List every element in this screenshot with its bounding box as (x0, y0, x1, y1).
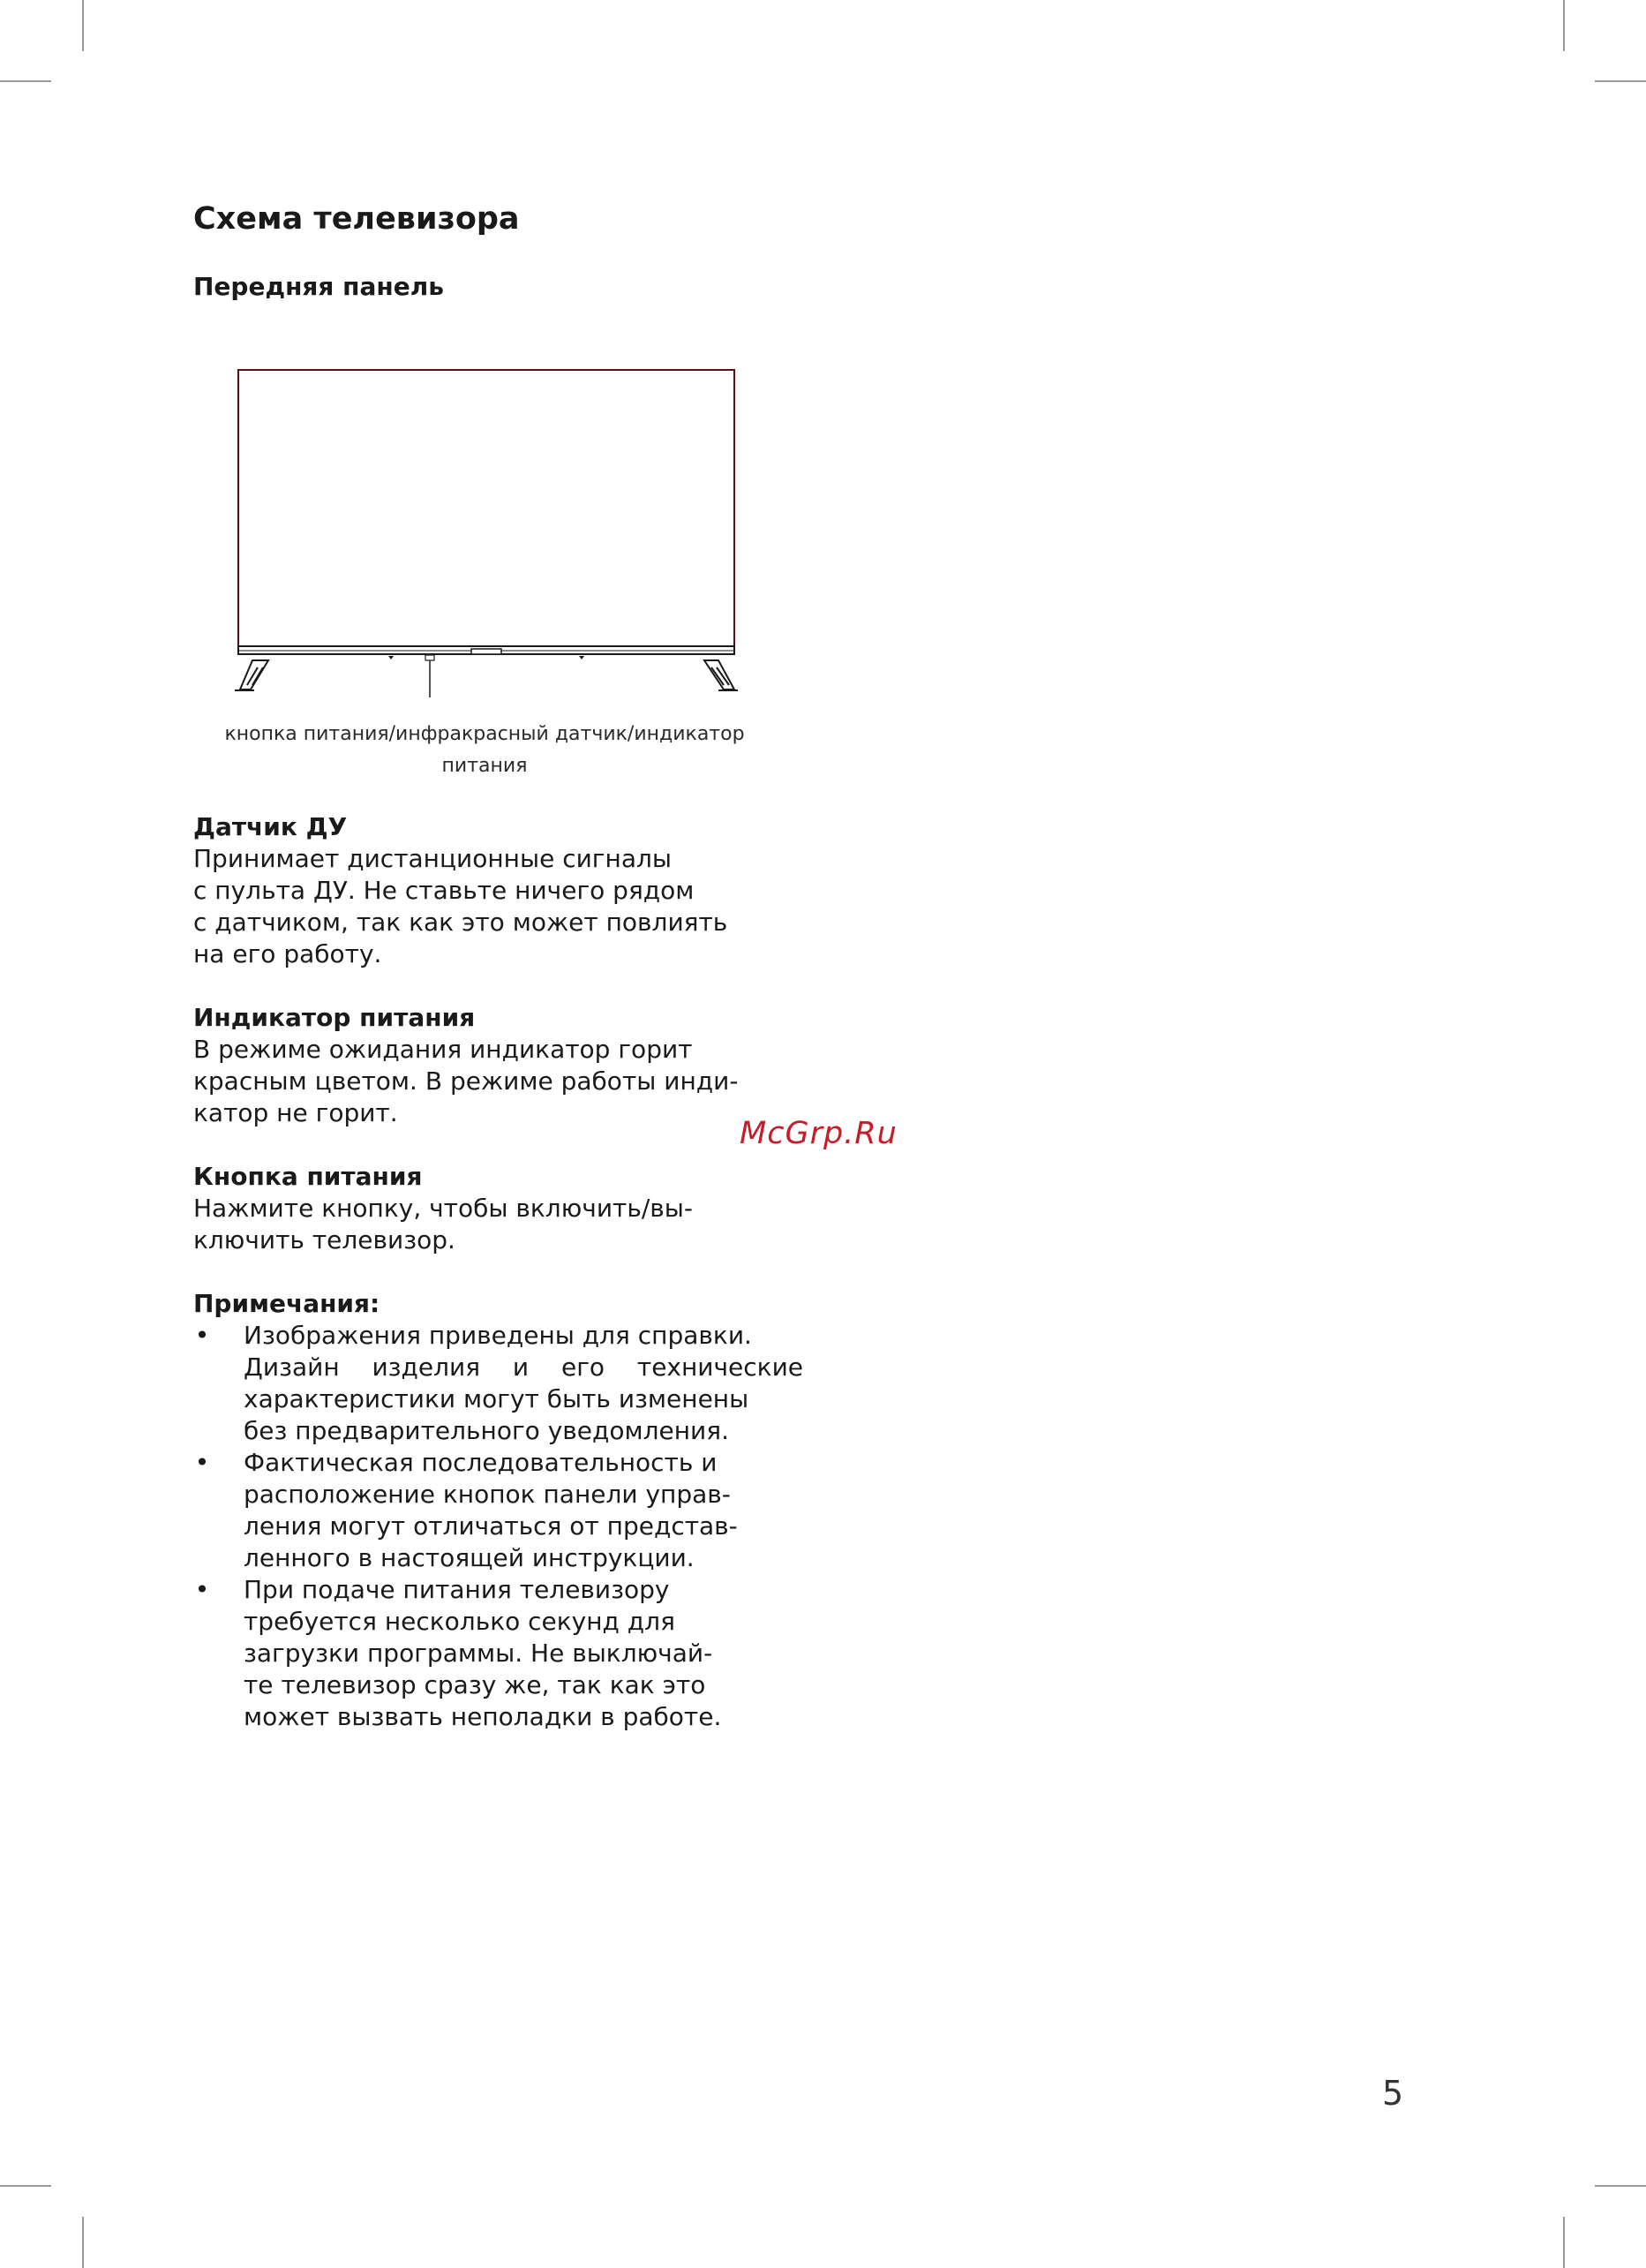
section-heading: Индикатор питания (193, 1003, 476, 1032)
bullet-icon: • (194, 1448, 210, 1477)
tv-logo-plate (471, 649, 501, 654)
section-power-indicator (193, 1002, 802, 1129)
crop-mark (1563, 0, 1565, 51)
list-item (193, 1320, 802, 1447)
note-line: требуется несколько секунд для (244, 1607, 675, 1636)
page-number: 5 (1382, 2074, 1404, 2113)
section-body (193, 1193, 802, 1256)
note-line: может вызвать неполадки в работе. (244, 1702, 722, 1731)
figure-caption (193, 719, 776, 782)
crop-mark (1595, 2185, 1646, 2187)
note-line: Фактическая последовательность и (244, 1448, 718, 1477)
list-item (193, 1574, 802, 1733)
section-heading: Датчик ДУ (193, 812, 348, 841)
note-line: без предварительного уведомления. (244, 1416, 729, 1445)
note-line: При подаче питания телевизору (244, 1575, 670, 1604)
section-power-button (193, 1161, 802, 1256)
bullet-icon: • (194, 1321, 210, 1350)
body-line: катор не горит. (193, 1098, 398, 1127)
power-ir-sensor-icon (425, 655, 434, 660)
body-line: В режиме ожидания индикатор горит (193, 1035, 693, 1064)
notes-section (193, 1288, 802, 1733)
crop-mark (82, 2217, 84, 2268)
body-line: Принимает дистанционные сигналы (193, 844, 672, 873)
watermark-text: McGrp.Ru (740, 1116, 898, 1151)
tv-front-panel-diagram (228, 362, 757, 697)
section-subtitle: Передняя панель (193, 272, 444, 301)
section-body (193, 843, 802, 970)
crop-mark (0, 80, 51, 82)
notes-list (193, 1320, 802, 1733)
note-line: характеристики могут быть изменены (244, 1384, 749, 1413)
tv-left-stand (235, 660, 268, 690)
bullet-icon: • (194, 1575, 210, 1604)
caption-line: кнопка питания/инфракрасный датчик/индикатор (224, 723, 745, 745)
note-line: ления могут отличаться от представ- (244, 1511, 738, 1541)
section-body (193, 1034, 802, 1129)
note-line: те телевизор сразу же, так как это (244, 1670, 706, 1699)
body-line: на его работу. (193, 939, 382, 968)
body-line: ключить телевизор. (193, 1225, 455, 1255)
crop-mark (1595, 80, 1646, 82)
tv-right-stand (704, 660, 738, 690)
notes-heading: Примечания: (193, 1289, 380, 1318)
note-line: Дизайн изделия и его технические (244, 1353, 803, 1382)
crop-mark (1563, 2217, 1565, 2268)
page-title: Схема телевизора (193, 201, 520, 237)
body-line: с пульта ДУ. Не ставьте ничего рядом (193, 876, 695, 905)
crop-mark (0, 2185, 51, 2187)
body-line: с датчиком, так как это может повлиять (193, 908, 728, 937)
section-heading: Кнопка питания (193, 1162, 423, 1191)
note-line: ленного в настоящей инструкции. (244, 1543, 695, 1572)
list-item (193, 1447, 802, 1574)
note-line: Изображения приведены для справки. (244, 1321, 752, 1350)
note-line: расположение кнопок панели управ- (244, 1480, 731, 1509)
tv-screen (238, 370, 734, 646)
body-line: Нажмите кнопку, чтобы включить/вы- (193, 1194, 693, 1223)
section-remote-sensor (193, 811, 802, 970)
crop-mark (82, 0, 84, 51)
caption-line: питания (441, 755, 528, 777)
body-line: красным цветом. В режиме работы инди- (193, 1066, 739, 1096)
note-line: загрузки программы. Не выключай- (244, 1639, 713, 1668)
